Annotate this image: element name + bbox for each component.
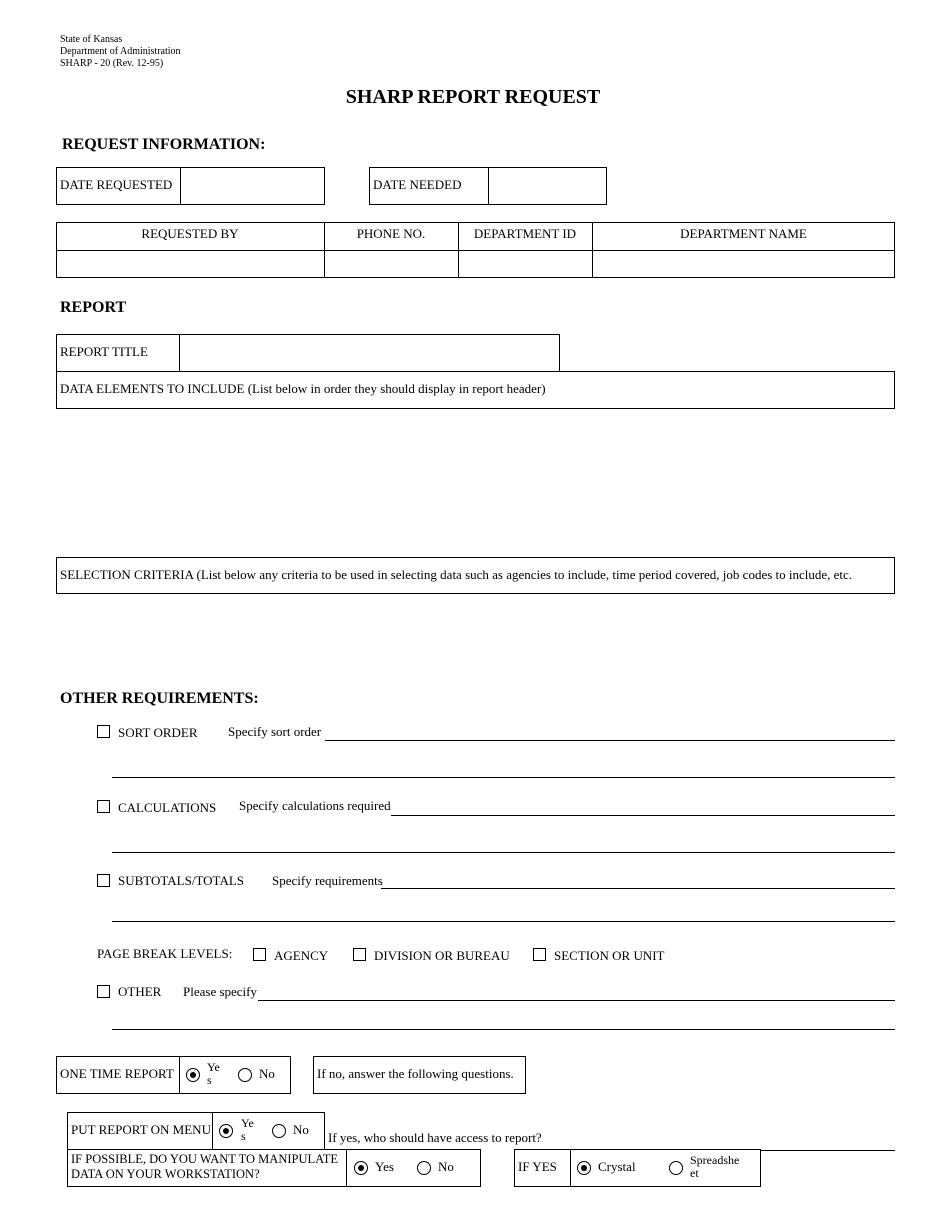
agency-checkbox[interactable] (253, 948, 266, 961)
if-no-text: If no, answer the following questions. (317, 1066, 514, 1081)
menu-yes-label-a: Ye (241, 1116, 254, 1130)
menu-yes-radio[interactable] (219, 1124, 233, 1138)
department-name-header: DEPARTMENT NAME (680, 226, 807, 241)
spreadsheet-label-a: Spreadshe (690, 1153, 740, 1167)
page-break-label: PAGE BREAK LEVELS: (97, 946, 233, 961)
one-time-yes-radio[interactable] (186, 1068, 200, 1082)
section-checkbox[interactable] (533, 948, 546, 961)
other-line-2[interactable] (112, 1029, 895, 1030)
manipulate-label-line1: IF POSSIBLE, DO YOU WANT TO MANIPULATE (71, 1152, 339, 1166)
sort-order-checkbox[interactable] (97, 725, 110, 738)
date-requested-field[interactable] (182, 169, 323, 203)
other-label: OTHER (118, 984, 162, 999)
manipulate-no-radio[interactable] (417, 1161, 431, 1175)
crystal-radio[interactable] (577, 1161, 591, 1175)
one-time-yes-label-b: s (207, 1073, 212, 1087)
selection-criteria-field[interactable] (56, 595, 895, 685)
phone-no-header: PHONE NO. (356, 226, 426, 241)
agency-label: AGENCY (274, 948, 329, 963)
subtotals-line-2[interactable] (112, 921, 895, 922)
subtotals-line[interactable] (381, 888, 895, 889)
calculations-checkbox[interactable] (97, 800, 110, 813)
menu-no-label: No (293, 1122, 309, 1137)
one-time-no-label: No (259, 1066, 275, 1081)
header-form-number: SHARP - 20 (Rev. 12-95) (60, 58, 164, 69)
date-needed-label: DATE NEEDED (373, 177, 462, 192)
header-department: Department of Administration (60, 46, 181, 57)
access-line[interactable] (760, 1150, 895, 1151)
request-info-heading: REQUEST INFORMATION: (62, 136, 266, 153)
other-line[interactable] (258, 1000, 895, 1001)
requested-by-header: REQUESTED BY (141, 226, 239, 241)
sort-order-prompt: Specify sort order (228, 724, 322, 739)
section-label: SECTION OR UNIT (554, 948, 665, 963)
menu-no-radio[interactable] (272, 1124, 286, 1138)
department-id-field[interactable] (459, 251, 591, 277)
spreadsheet-radio[interactable] (669, 1161, 683, 1175)
if-yes-label: IF YES (518, 1159, 557, 1174)
data-elements-label: DATA ELEMENTS TO INCLUDE (List below in order they should display in report header) (60, 381, 546, 396)
manipulate-yes-radio[interactable] (354, 1161, 368, 1175)
date-needed-field[interactable] (490, 169, 605, 203)
other-requirements-heading: OTHER REQUIREMENTS: (60, 690, 259, 707)
phone-no-field[interactable] (325, 251, 457, 277)
manipulate-yes-label: Yes (375, 1159, 394, 1174)
calculations-label: CALCULATIONS (118, 800, 217, 815)
one-time-yes-label-a: Ye (207, 1060, 220, 1074)
header-state: State of Kansas (60, 34, 123, 45)
calculations-prompt: Specify calculations required (239, 798, 391, 813)
one-time-yes-label (207, 1061, 220, 1087)
crystal-label: Crystal (598, 1159, 636, 1174)
spreadsheet-label (690, 1154, 739, 1180)
division-checkbox[interactable] (353, 948, 366, 961)
access-prompt: If yes, who should have access to report? (328, 1130, 542, 1145)
department-id-header: DEPARTMENT ID (473, 226, 577, 241)
division-label: DIVISION OR BUREAU (374, 948, 510, 963)
one-time-no-radio[interactable] (238, 1068, 252, 1082)
other-checkbox[interactable] (97, 985, 110, 998)
other-prompt: Please specify (183, 984, 258, 999)
manipulate-label (71, 1152, 338, 1182)
menu-yes-label-b: s (241, 1129, 246, 1143)
report-heading: REPORT (60, 299, 127, 316)
subtotals-prompt: Specify requirements (272, 873, 383, 888)
subtotals-label: SUBTOTALS/TOTALS (118, 873, 245, 888)
sort-order-line-2[interactable] (112, 777, 895, 778)
manipulate-label-line2: DATA ON YOUR WORKSTATION? (71, 1167, 260, 1181)
selection-criteria-label: SELECTION CRITERIA (List below any criteria to be used in selecting data such as agencies to include, time period covered, job codes to include, etc. (60, 567, 853, 582)
report-title-field[interactable] (181, 336, 558, 370)
sort-order-line[interactable] (325, 740, 895, 741)
calculations-line[interactable] (391, 815, 895, 816)
manipulate-no-label: No (438, 1159, 454, 1174)
menu-label: PUT REPORT ON MENU (71, 1122, 211, 1137)
data-elements-field[interactable] (56, 410, 895, 554)
department-name-field[interactable] (593, 251, 894, 277)
page-title: SHARP REPORT REQUEST (345, 86, 601, 108)
subtotals-checkbox[interactable] (97, 874, 110, 887)
spreadsheet-label-b: et (690, 1166, 699, 1180)
one-time-report-label: ONE TIME REPORT (60, 1066, 174, 1081)
menu-yes-label (241, 1117, 254, 1143)
calculations-line-2[interactable] (112, 852, 895, 853)
date-requested-label: DATE REQUESTED (60, 177, 173, 192)
sort-order-label: SORT ORDER (118, 725, 198, 740)
report-title-label: REPORT TITLE (60, 344, 148, 359)
requested-by-field[interactable] (57, 251, 323, 277)
